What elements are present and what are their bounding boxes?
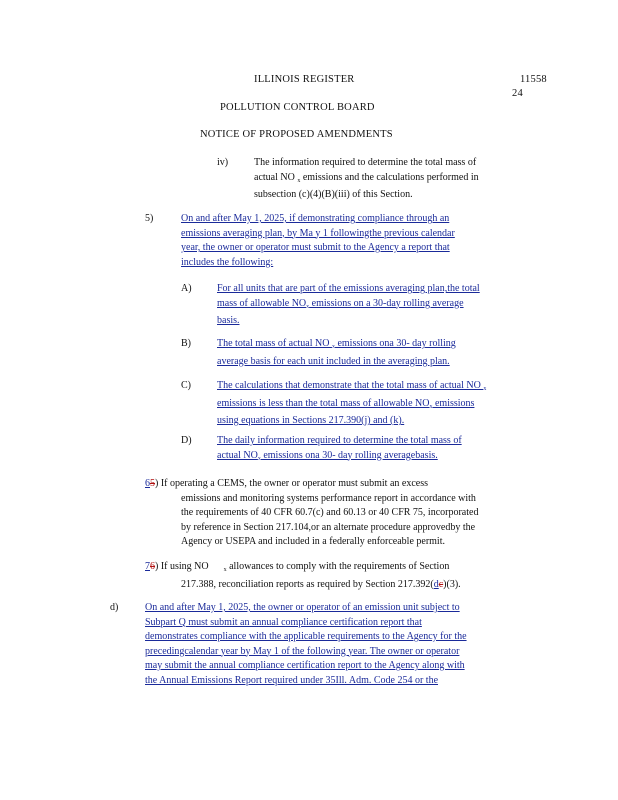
text-part: emissions ona 30- day rolling averagebasis. xyxy=(260,449,438,461)
subscript: x xyxy=(483,386,487,392)
text-line xyxy=(217,337,456,355)
text-line xyxy=(254,171,479,189)
text-line: may submit the annual compliance certification report to the Agency along with xyxy=(145,660,465,671)
text-line xyxy=(145,578,461,593)
text-line: Agency or USEPA and included in a federally enforceable permit. xyxy=(181,536,445,547)
text-part: emissions xyxy=(432,397,475,409)
text-part: )(3). xyxy=(443,578,461,590)
text-line xyxy=(217,449,462,467)
text-line: using equations in Sections 217.390(j) and (k). xyxy=(217,415,405,426)
subscript: x xyxy=(257,455,261,462)
item-d-marker: d) xyxy=(110,602,119,613)
text-part: ) If operating a CEMS, the owner or operator must submit an excess xyxy=(155,478,428,489)
text-line: the requirements of 40 CFR 60.7(c) and 60.13 or 40 CFR 75, incorporated xyxy=(181,507,479,518)
text-part: ) If using NO xyxy=(155,561,209,572)
item-C-text xyxy=(217,379,486,429)
text-line xyxy=(217,397,486,415)
subscript: x xyxy=(429,403,433,410)
text-part: The total mass of actual NO xyxy=(217,338,332,349)
item-iv-marker: iv) xyxy=(217,157,229,168)
text-line: average basis for each unit included in the averaging plan. xyxy=(217,355,450,367)
item-B-text xyxy=(217,337,456,369)
text-part: allowances to comply with the requirements of Section xyxy=(229,561,450,572)
item-5-marker: 5) xyxy=(145,213,154,224)
text-line: emissions averaging plan, by Ma y 1 followingthe previous calendar xyxy=(181,227,455,239)
text-line: The information required to determine the total mass of xyxy=(254,157,477,168)
text-line: On and after May 1, 2025, if demonstrating compliance through an xyxy=(181,213,450,224)
item-iv-text xyxy=(254,156,479,203)
text-part: 217.388, reconciliation reports as required by Section 217.392( xyxy=(181,578,434,590)
subscript: x xyxy=(306,303,310,310)
item-7-text xyxy=(145,560,461,592)
item-A-marker: A) xyxy=(181,283,192,294)
marker-new: 6 xyxy=(145,478,150,489)
subscript: x xyxy=(297,177,301,184)
text-part: emissions on a 30-day rolling average xyxy=(309,297,464,309)
item-5-text xyxy=(181,212,455,270)
text-line: On and after May 1, 2025, the owner or operator of an emission unit subject to xyxy=(145,602,460,613)
item-D-marker: D) xyxy=(181,435,192,446)
text-part: emissions and the calculations performed in xyxy=(300,171,479,183)
text-line: emissions and monitoring systems performance report in accordance with xyxy=(181,492,476,504)
text-part: actual NO xyxy=(217,449,258,461)
text-line xyxy=(217,379,486,397)
strike-text: c xyxy=(438,578,444,590)
text-line: The daily information required to determine the total mass of xyxy=(217,435,462,446)
text-line: includes the following: xyxy=(181,256,274,268)
text-line: year, the owner or operator must submit to the Agency a report that xyxy=(181,242,450,253)
marker-old: 6 xyxy=(150,561,155,572)
text-line: the Annual Emissions Report required under 35Ill. Adm. Code 254 or the xyxy=(145,674,439,686)
subscript: x xyxy=(223,567,227,573)
item-d-text xyxy=(145,601,467,688)
item-C-marker: C) xyxy=(181,380,191,391)
text-line: precedingcalendar year by May 1 of the following year. The owner or operator xyxy=(145,645,460,657)
text-line: demonstrates compliance with the applicable requirements to the Agency for the xyxy=(145,631,467,642)
board-name: POLLUTION CONTROL BOARD xyxy=(220,102,375,113)
text-line: subsection (c)(4)(B)(iii) of this Section. xyxy=(254,189,413,200)
item-B-marker: B) xyxy=(181,338,191,349)
notice-heading: NOTICE OF PROPOSED AMENDMENTS xyxy=(200,129,393,140)
marker-old: 5 xyxy=(150,478,155,489)
page-number: 11558 xyxy=(520,74,547,85)
insert-text: d xyxy=(433,578,439,590)
text-line: For all units that are part of the emissions averaging plan,the total xyxy=(217,283,480,294)
item-A-text xyxy=(217,282,480,329)
issue-number: 24 xyxy=(512,88,523,99)
text-line: Subpart Q must submit an annual compliance certification report that xyxy=(145,616,422,628)
subscript: x xyxy=(331,344,335,350)
text-line: by reference in Section 217.104,or an alternate procedure approvedby the xyxy=(181,521,476,533)
register-title: ILLINOIS REGISTER xyxy=(254,74,355,85)
text-part: actual NO xyxy=(254,171,298,183)
item-6-text xyxy=(145,477,478,550)
text-line xyxy=(145,477,478,492)
text-part: emissions ona 30- day rolling xyxy=(334,338,456,349)
marker-new: 7 xyxy=(145,561,150,572)
item-D-text xyxy=(217,434,462,466)
text-line xyxy=(145,560,461,578)
text-line: basis. xyxy=(217,315,240,326)
text-part: emissions is less than the total mass of allowable NO xyxy=(217,397,430,409)
text-part: The calculations that demonstrate that the total mass of actual NO xyxy=(217,380,484,391)
text-part: mass of allowable NO xyxy=(217,297,307,309)
text-line xyxy=(217,297,480,315)
